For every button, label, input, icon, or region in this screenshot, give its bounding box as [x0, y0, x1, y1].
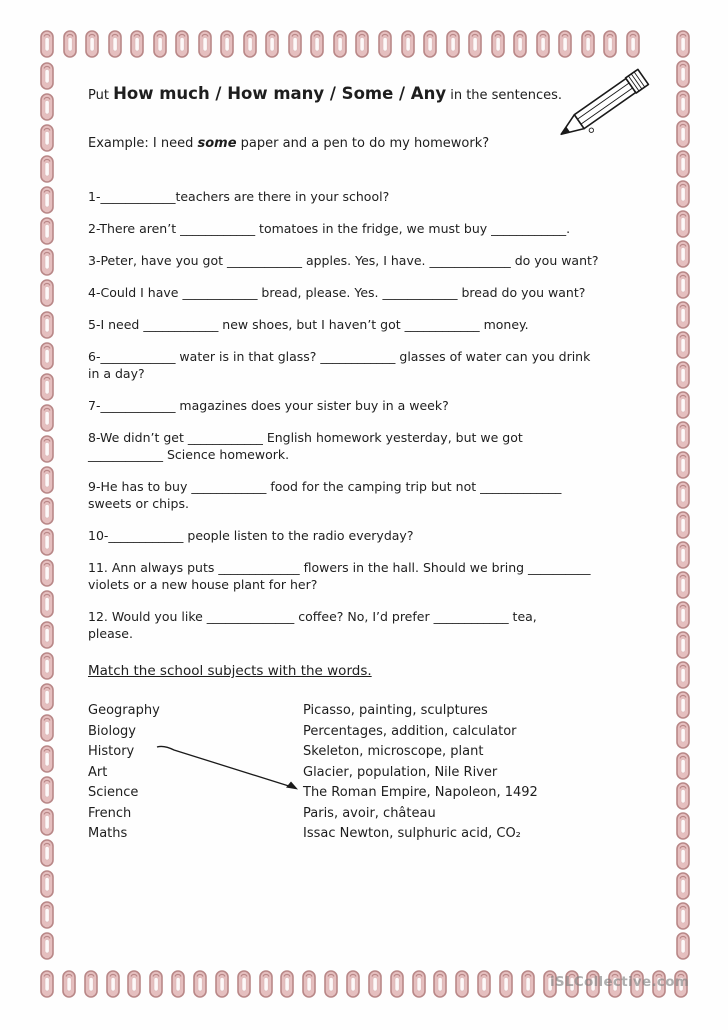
example-sentence — [88, 136, 648, 151]
words-geography: Glacier, population, Nile River — [303, 764, 498, 780]
subject-french: French — [88, 805, 132, 821]
sentence-4: 4-Could I have ____________ bread, please. Yes. ____________ bread do you want? — [88, 285, 586, 300]
paperclip-border-top — [40, 30, 640, 58]
paperclip-icon — [40, 311, 54, 339]
example-emphasis: some — [197, 136, 237, 151]
paperclip-icon — [676, 451, 690, 479]
words-biology: Skeleton, microscope, plant — [303, 744, 484, 759]
paperclip-icon — [149, 970, 163, 998]
paperclip-icon — [153, 30, 167, 58]
paperclip-icon — [581, 30, 595, 58]
sentence-10: 10-____________ people listen to the radio everyday? — [88, 528, 414, 543]
paperclip-border-left — [40, 62, 54, 960]
paperclip-icon — [676, 601, 690, 629]
paperclip-icon — [491, 30, 505, 58]
paperclip-icon — [40, 621, 54, 649]
subject-biology: Biology — [88, 723, 136, 739]
paperclip-icon — [40, 373, 54, 401]
sentence-1: 1-____________teachers are there in your school? — [88, 189, 390, 204]
paperclip-icon — [280, 970, 294, 998]
worksheet-title — [88, 84, 648, 103]
paperclip-icon — [175, 30, 189, 58]
sentence-2: 2-There aren’t ____________ tomatoes in the fridge, we must buy ____________. — [88, 221, 571, 236]
paperclip-icon — [40, 435, 54, 463]
paperclip-icon — [40, 217, 54, 245]
paperclip-icon — [40, 155, 54, 183]
paperclip-icon — [521, 970, 535, 998]
paperclip-icon — [198, 30, 212, 58]
paperclip-icon — [40, 932, 54, 960]
paperclip-icon — [40, 559, 54, 587]
paperclip-icon — [676, 511, 690, 539]
paperclip-icon — [676, 782, 690, 810]
paperclip-icon — [40, 745, 54, 773]
paperclip-icon — [108, 30, 122, 58]
paperclip-icon — [423, 30, 437, 58]
paperclip-icon — [676, 90, 690, 118]
paperclip-icon — [215, 970, 229, 998]
watermark: iSLCollective.com — [550, 974, 690, 990]
worksheet-content — [88, 84, 648, 845]
paperclip-icon — [676, 240, 690, 268]
sentence-12: 12. Would you like ______________ coffee? No, I’d prefer ____________ tea, please. — [88, 609, 537, 641]
subject-geography: Geography — [88, 703, 160, 718]
paperclip-icon — [536, 30, 550, 58]
paperclip-icon — [676, 842, 690, 870]
title-prefix: Put — [88, 88, 114, 103]
paperclip-icon — [324, 970, 338, 998]
sentence-3: 3-Peter, have you got ____________ apples. Yes, I have. _____________ do you want? — [88, 253, 599, 268]
paperclip-icon — [62, 970, 76, 998]
paperclip-icon — [310, 30, 324, 58]
paperclip-icon — [676, 30, 690, 58]
paperclip-icon — [368, 970, 382, 998]
paperclip-icon — [171, 970, 185, 998]
paperclip-icon — [40, 62, 54, 90]
title-keywords: How much / How many / Some / Any — [113, 84, 447, 103]
paperclip-icon — [40, 590, 54, 618]
paperclip-icon — [40, 497, 54, 525]
paperclip-icon — [243, 30, 257, 58]
paperclip-icon — [676, 421, 690, 449]
paperclip-icon — [130, 30, 144, 58]
paperclip-icon — [401, 30, 415, 58]
paperclip-icon — [676, 150, 690, 178]
words-maths: Percentages, addition, calculator — [303, 723, 517, 739]
words-history: The Roman Empire, Napoleon, 1492 — [303, 785, 538, 800]
paperclip-icon — [676, 120, 690, 148]
paperclip-icon — [40, 342, 54, 370]
subject-art: Art — [88, 764, 108, 780]
paperclip-icon — [676, 481, 690, 509]
subject-history: History — [88, 744, 135, 759]
paperclip-icon — [355, 30, 369, 58]
paperclip-icon — [40, 248, 54, 276]
sentence-8: 8-We didn’t get ____________ English homework yesterday, but we got ____________ Science homework. — [88, 430, 523, 462]
paperclip-icon — [676, 812, 690, 840]
paperclip-icon — [513, 30, 527, 58]
paperclip-icon — [676, 331, 690, 359]
paperclip-icon — [676, 571, 690, 599]
paperclip-icon — [378, 30, 392, 58]
sentence-5: 5-I need ____________ new shoes, but I haven’t got ____________ money. — [88, 317, 529, 332]
paperclip-icon — [676, 902, 690, 930]
paperclip-icon — [193, 970, 207, 998]
arrow-icon — [154, 742, 306, 798]
title-suffix: in the sentences. — [446, 88, 563, 103]
paperclip-icon — [40, 404, 54, 432]
words-science: Issac Newton, sulphuric acid, CO₂ — [303, 826, 521, 841]
paperclip-icon — [40, 186, 54, 214]
paperclip-icon — [676, 721, 690, 749]
paperclip-icon — [446, 30, 460, 58]
paperclip-icon — [40, 808, 54, 836]
sentence-9: 9-He has to buy ____________ food for the camping trip but not _____________ sweets or chips. — [88, 479, 562, 511]
paperclip-icon — [676, 541, 690, 569]
sentence-7: 7-____________ magazines does your sister buy in a week? — [88, 398, 449, 413]
paperclip-icon — [499, 970, 513, 998]
sentence-11: 11. Ann always puts _____________ flowers in the hall. Should we bring __________ violets or a new house plant for her? — [88, 560, 591, 592]
paperclip-icon — [85, 30, 99, 58]
paperclip-icon — [127, 970, 141, 998]
paperclip-icon — [676, 631, 690, 659]
example-prefix: Example: I need — [88, 136, 198, 151]
paperclip-icon — [676, 210, 690, 238]
paperclip-icon — [676, 691, 690, 719]
paperclip-icon — [676, 661, 690, 689]
paperclip-icon — [468, 30, 482, 58]
paperclip-icon — [259, 970, 273, 998]
paperclip-icon — [220, 30, 234, 58]
paperclip-icon — [676, 932, 690, 960]
paperclip-icon — [676, 60, 690, 88]
paperclip-icon — [40, 93, 54, 121]
paperclip-icon — [676, 301, 690, 329]
paperclip-icon — [676, 391, 690, 419]
paperclip-icon — [333, 30, 347, 58]
paperclip-border-right — [676, 30, 690, 960]
paperclip-icon — [237, 970, 251, 998]
paperclip-icon — [40, 652, 54, 680]
paperclip-icon — [558, 30, 572, 58]
paperclip-icon — [676, 180, 690, 208]
paperclip-icon — [40, 279, 54, 307]
paperclip-icon — [433, 970, 447, 998]
match-section-heading: Match the school subjects with the words. — [88, 663, 372, 679]
paperclip-icon — [626, 30, 640, 58]
example-suffix: paper and a pen to do my homework? — [236, 136, 490, 151]
words-art: Picasso, painting, sculptures — [303, 703, 488, 718]
paperclip-icon — [40, 714, 54, 742]
paperclip-icon — [390, 970, 404, 998]
paperclip-icon — [412, 970, 426, 998]
subject-science: Science — [88, 785, 139, 800]
paperclip-icon — [265, 30, 279, 58]
paperclip-icon — [477, 970, 491, 998]
paperclip-icon — [40, 839, 54, 867]
paperclip-icon — [40, 776, 54, 804]
paperclip-icon — [40, 870, 54, 898]
paperclip-icon — [84, 970, 98, 998]
paperclip-icon — [63, 30, 77, 58]
sentence-6: 6-____________ water is in that glass? ____________ glasses of water can you drink in a day? — [88, 349, 591, 381]
paperclip-icon — [676, 752, 690, 780]
paperclip-icon — [676, 271, 690, 299]
words-french: Paris, avoir, château — [303, 805, 436, 821]
paperclip-icon — [40, 528, 54, 556]
paperclip-icon — [346, 970, 360, 998]
paperclip-icon — [40, 30, 54, 58]
paperclip-icon — [40, 683, 54, 711]
paperclip-icon — [40, 124, 54, 152]
paperclip-icon — [676, 361, 690, 389]
paperclip-icon — [676, 872, 690, 900]
paperclip-icon — [106, 970, 120, 998]
paperclip-icon — [302, 970, 316, 998]
paperclip-icon — [40, 970, 54, 998]
paperclip-icon — [288, 30, 302, 58]
paperclip-icon — [40, 466, 54, 494]
paperclip-icon — [40, 901, 54, 929]
paperclip-icon — [603, 30, 617, 58]
subject-maths: Maths — [88, 826, 128, 841]
paperclip-icon — [455, 970, 469, 998]
